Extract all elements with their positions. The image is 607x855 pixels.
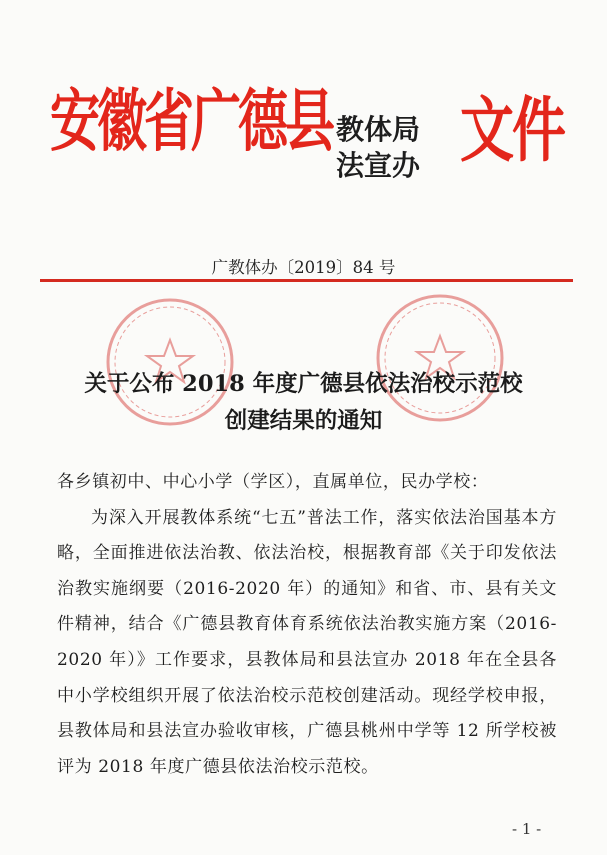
issuer-departments — [336, 112, 420, 185]
document-title-line-2: 创建结果的通知 — [224, 408, 383, 434]
department-2: 法宣办 — [336, 149, 421, 183]
document-body — [57, 465, 557, 785]
red-divider-line — [40, 279, 573, 282]
issuer-name: 安徽省广德县 — [50, 82, 332, 161]
body-paragraph: 为深入开展教体系统“七五”普法工作，落实依法治国基本方略，全面推进依法治教、依法治校，根据教育部《关于印发依法治教实施纲要（2016-2020 年）的通知》和省、市、县有关文件精神，结合《广德县教育体育系统依法治教实施方案（2016-2020 年）》工作要求，县教体局和县法宣办 2018 年在全县各中小学校组织开展了依法治校示范校创建活动。现经学校申报，县教体局和县法宣办验收审核，广德县桃州中学等 12 所学校被评为 2018 年度广德县依法治校示范校。 — [57, 507, 557, 777]
salutation: 各乡镇初中、中心小学（学区），直属单位，民办学校： — [57, 472, 489, 492]
page-number: - 1 - — [512, 820, 542, 838]
document-word: 文件 — [460, 89, 564, 172]
document-number: 广教体办〔2019〕84 号 — [211, 258, 396, 277]
department-1: 教体局 — [336, 113, 421, 146]
document-title-line-1: 关于公布 2018 年度广德县依法治校示范校 — [84, 371, 523, 397]
